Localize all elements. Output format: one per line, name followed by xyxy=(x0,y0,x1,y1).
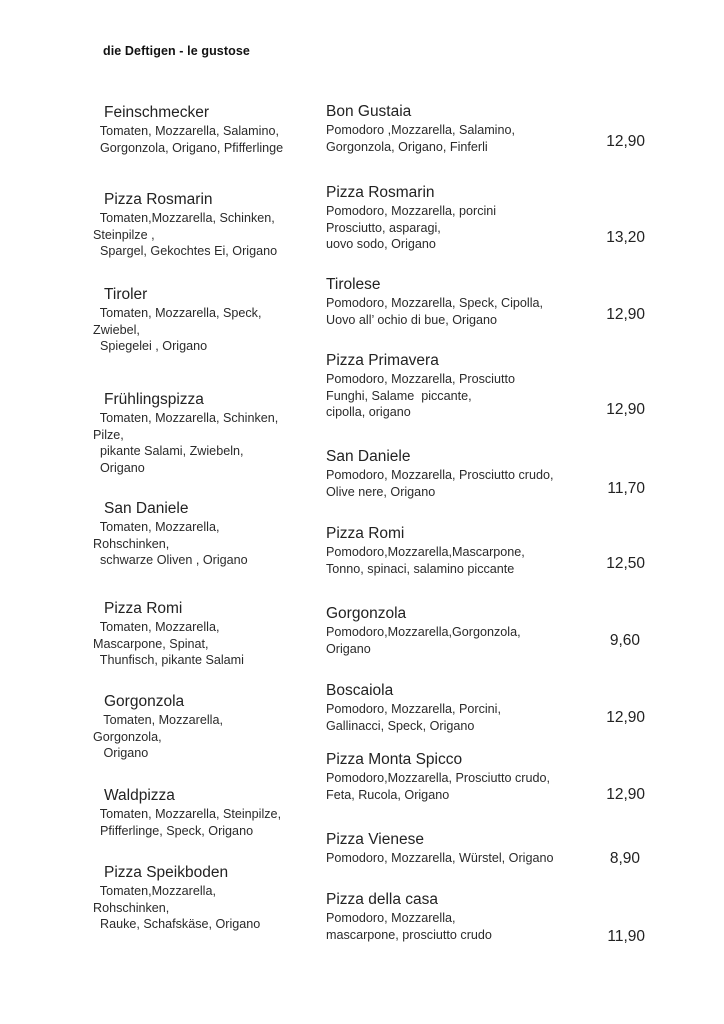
italian-item-ingredients: Pomodoro,Mozzarella, Prosciutto crudo, xyxy=(326,771,550,785)
german-item-ingredients: Rohschinken, xyxy=(93,900,170,915)
item-price: 9,60 xyxy=(609,632,640,649)
german-item-ingredients: pikante Salami, Zwiebeln, xyxy=(93,444,244,458)
item-price: 12,90 xyxy=(606,786,645,803)
german-item-ingredients: Tomaten, Mozzarella, Schinken, xyxy=(93,411,279,425)
german-item-ingredients: Tomaten,Mozzarella, xyxy=(93,884,216,898)
german-item-ingredients: Spargel, Gekochtes Ei, Origano xyxy=(93,244,278,258)
italian-item-name: Pizza Primavera xyxy=(326,352,439,369)
german-item-ingredients: Pfifferlinge, Speck, Origano xyxy=(93,823,254,838)
italian-item-name: Pizza Vienese xyxy=(326,831,424,848)
german-item-ingredients: Tomaten, Mozzarella, xyxy=(93,620,220,634)
german-item-name: Feinschmecker xyxy=(104,104,210,121)
german-item-ingredients: Tomaten, Mozzarella, Speck, xyxy=(93,306,262,320)
italian-item-ingredients: Pomodoro, Mozzarella, xyxy=(326,911,456,925)
item-price: 12,50 xyxy=(606,555,645,572)
item-price: 11,90 xyxy=(607,928,645,945)
italian-item-ingredients: Prosciutto, asparagi, xyxy=(326,220,441,235)
german-item-ingredients: schwarze Oliven , Origano xyxy=(93,553,248,567)
german-item-name: Pizza Speikboden xyxy=(104,864,229,881)
item-price: 11,70 xyxy=(607,480,645,497)
item-price: 12,90 xyxy=(606,709,645,726)
item-price: 8,90 xyxy=(609,850,640,867)
italian-item-name: Boscaiola xyxy=(326,682,394,699)
italian-item-ingredients: Gorgonzola, Origano, Finferli xyxy=(326,139,488,154)
italian-item-ingredients: Pomodoro, Mozzarella, porcini xyxy=(326,204,497,218)
german-item-name: Tiroler xyxy=(104,286,148,303)
italian-item-ingredients: Pomodoro,Mozzarella,Mascarpone, xyxy=(326,545,525,559)
italian-item-name: Gorgonzola xyxy=(326,605,407,622)
german-item-name: Pizza Rosmarin xyxy=(104,191,213,208)
italian-item-ingredients: uovo sodo, Origano xyxy=(326,237,436,251)
italian-item-ingredients: Pomodoro, Mozzarella, Prosciutto crudo, xyxy=(326,468,554,482)
italian-item-ingredients: Pomodoro, Mozzarella, Porcini, xyxy=(326,702,501,716)
german-item-name: Pizza Romi xyxy=(104,600,183,617)
italian-item-name: Tirolese xyxy=(326,276,381,293)
german-item-name: San Daniele xyxy=(104,500,189,517)
italian-item-name: Bon Gustaia xyxy=(326,103,412,120)
german-item-ingredients: Thunfisch, pikante Salami xyxy=(93,653,244,667)
german-item-ingredients: Rohschinken, xyxy=(93,536,170,551)
italian-item-ingredients: Pomodoro ,Mozzarella, Salamino, xyxy=(326,123,515,137)
german-item-ingredients: Tomaten, Mozzarella, Salamino, xyxy=(93,124,279,138)
item-price: 12,90 xyxy=(606,133,645,150)
italian-item-ingredients: Feta, Rucola, Origano xyxy=(326,787,450,802)
italian-item-name: San Daniele xyxy=(326,448,411,465)
italian-item-ingredients: Origano xyxy=(326,641,371,656)
italian-item-name: Pizza Romi xyxy=(326,525,405,542)
german-item-ingredients: Tomaten, Mozzarella, Steinpilze, xyxy=(93,807,282,821)
italian-item-ingredients: Pomodoro, Mozzarella, Würstel, Origano xyxy=(326,851,554,865)
italian-item-ingredients: Pomodoro,Mozzarella,Gorgonzola, xyxy=(326,625,521,639)
italian-item-name: Pizza Rosmarin xyxy=(326,184,435,201)
german-item-ingredients: Gorgonzola, xyxy=(93,729,162,744)
menu-section-title: die Deftigen - le gustose xyxy=(103,44,250,58)
italian-item-ingredients: Funghi, Salame piccante, xyxy=(326,388,472,403)
german-item-ingredients: Zwiebel, xyxy=(93,322,140,337)
german-item-name: Waldpizza xyxy=(104,787,175,804)
german-item-ingredients: Gorgonzola, Origano, Pfifferlinge xyxy=(93,140,284,155)
german-item-ingredients: Tomaten,Mozzarella, Schinken, xyxy=(93,211,275,225)
german-item-ingredients: Origano xyxy=(93,746,149,760)
german-item-name: Frühlingspizza xyxy=(104,391,204,408)
item-price: 12,90 xyxy=(606,401,645,418)
italian-item-ingredients: Gallinacci, Speck, Origano xyxy=(326,718,475,733)
german-item-ingredients: Mascarpone, Spinat, xyxy=(93,636,209,651)
german-item-ingredients: Rauke, Schafskäse, Origano xyxy=(93,917,261,931)
german-item-ingredients: Tomaten, Mozzarella, xyxy=(93,713,223,727)
german-item-ingredients: Origano xyxy=(93,460,145,475)
italian-item-ingredients: Pomodoro, Mozzarella, Speck, Cipolla, xyxy=(326,296,543,310)
german-item-ingredients: Steinpilze , xyxy=(93,227,155,242)
italian-item-name: Pizza Monta Spicco xyxy=(326,751,463,768)
italian-item-ingredients: mascarpone, prosciutto crudo xyxy=(326,927,492,942)
german-item-ingredients: Tomaten, Mozzarella, xyxy=(93,520,220,534)
italian-item-ingredients: Pomodoro, Mozzarella, Prosciutto xyxy=(326,372,515,386)
item-price: 12,90 xyxy=(606,306,645,323)
italian-item-ingredients: Tonno, spinaci, salamino piccante xyxy=(326,561,515,576)
german-item-ingredients: Spiegelei , Origano xyxy=(93,339,208,353)
italian-item-ingredients: Uovo all’ ochio di bue, Origano xyxy=(326,312,498,327)
german-item-name: Gorgonzola xyxy=(104,693,185,710)
italian-item-ingredients: Olive nere, Origano xyxy=(326,484,436,499)
item-price: 13,20 xyxy=(606,229,645,246)
italian-item-ingredients: cipolla, origano xyxy=(326,405,411,419)
german-item-ingredients: Pilze, xyxy=(93,427,124,442)
italian-item-name: Pizza della casa xyxy=(326,891,439,908)
